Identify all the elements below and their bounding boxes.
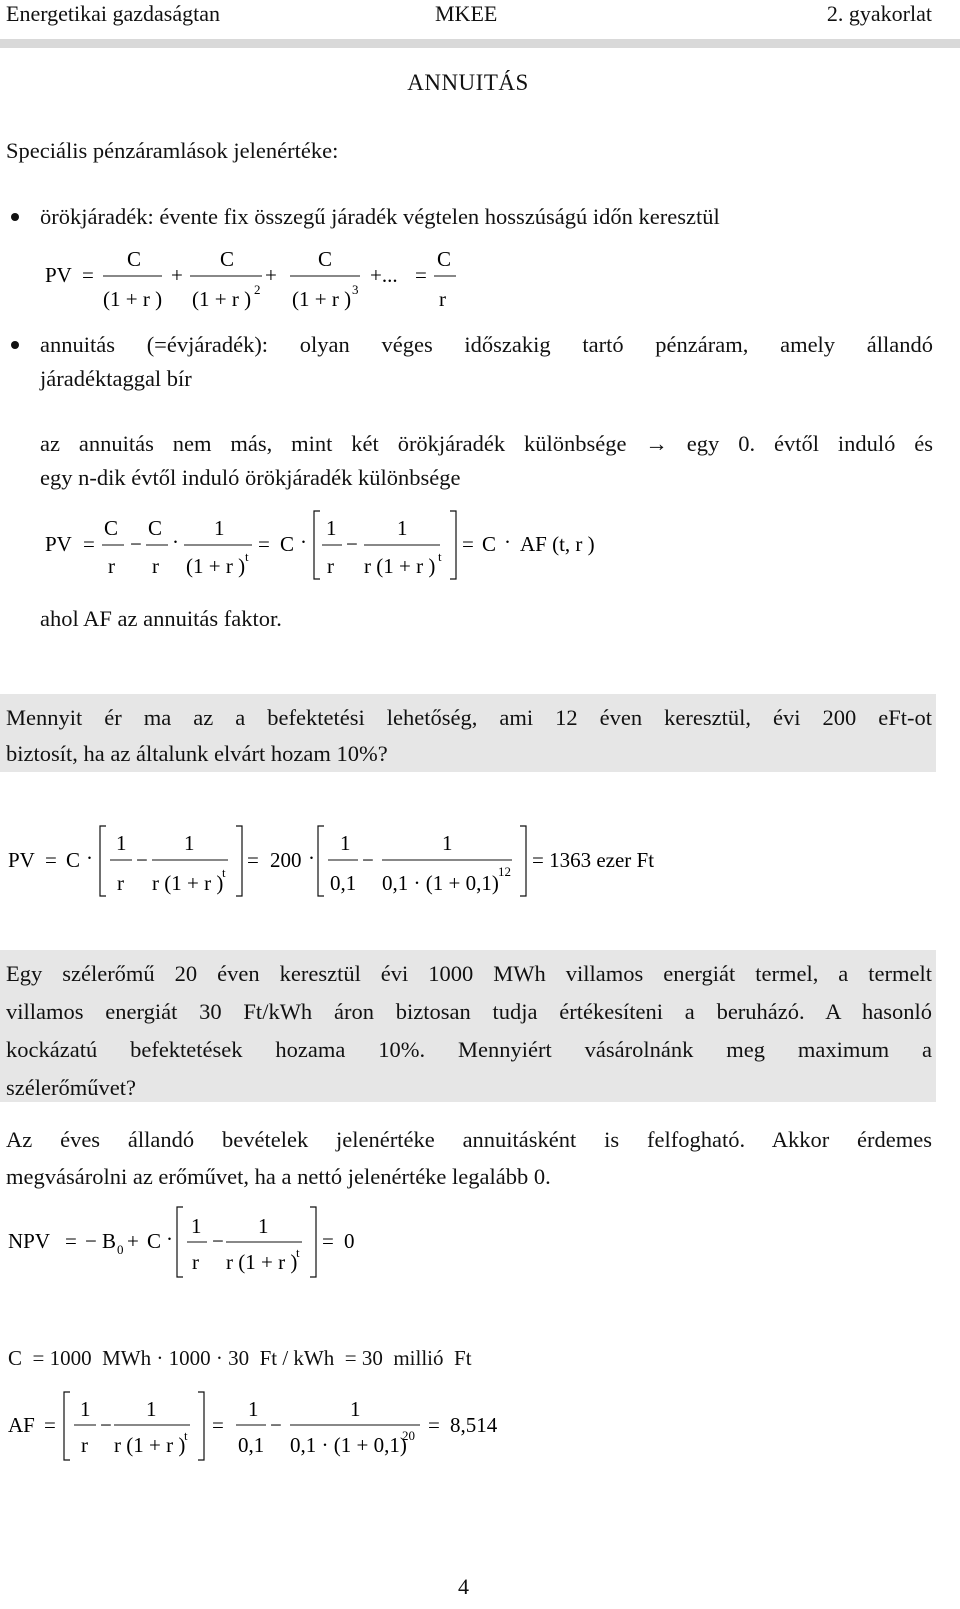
npv-equation [0, 1205, 400, 1285]
svg-text:= 1363 ezer Ft: = 1363 ezer Ft [532, 848, 655, 872]
svg-text:=: = [212, 1413, 224, 1437]
svg-text:=: = [65, 1229, 77, 1253]
bullet-perpetuity: örökjáradék: évente fix összegű járadék végtelen hosszúságú időn keresztül [40, 204, 720, 229]
page-number: 4 [458, 1574, 469, 1599]
svg-text:0,1 · (1 + 0,1): 0,1 · (1 + 0,1) [290, 1433, 407, 1457]
header-right: 2. gyakorlat [826, 1, 932, 26]
svg-text:B: B [102, 1229, 117, 1253]
svg-text:2: 2 [254, 282, 261, 297]
svg-text:1: 1 [326, 516, 337, 540]
bullet-dot [11, 213, 19, 221]
svg-text:C: C [280, 532, 295, 556]
svg-text:0,1: 0,1 [330, 871, 357, 895]
svg-text:t: t [222, 865, 226, 880]
svg-text:1: 1 [116, 831, 127, 855]
svg-text:r: r [192, 1250, 199, 1274]
header-left: Energetikai gazdaságtan [6, 1, 220, 26]
svg-text:0,1: 0,1 [238, 1433, 265, 1457]
section-title: ANNUITÁS [407, 70, 529, 95]
svg-text:r: r [117, 871, 124, 895]
difference-line2: egy n-dik évtől induló örökjáradék különbsége [40, 465, 461, 490]
svg-text:C: C [104, 516, 119, 540]
svg-text:1: 1 [397, 516, 408, 540]
svg-text:(1 + r ): (1 + r ) [186, 554, 246, 578]
svg-text:AF: AF [8, 1413, 35, 1437]
svg-text:1: 1 [146, 1397, 157, 1421]
question2-line1: Egy szélerőmű 20 éven keresztül évi 1000 MWh villamos energiát termel, a termelt [6, 961, 932, 986]
question2-line4: szélerőművet? [6, 1075, 136, 1100]
svg-text:·: · [300, 530, 307, 554]
svg-text:+...: +... [370, 263, 398, 287]
bullet-annuity-line2: járadéktaggal bír [40, 366, 192, 391]
svg-text:C: C [220, 247, 235, 271]
svg-text:1: 1 [191, 1214, 202, 1238]
svg-text:−: − [362, 848, 374, 872]
c-calculation: C = 1000 MWh · 1000 · 30 Ft / kWh = 30 millió Ft [8, 1346, 472, 1370]
svg-text:1: 1 [80, 1397, 91, 1421]
svg-text:(1 + r ): (1 + r ) [103, 287, 163, 311]
svg-text:·: · [308, 846, 315, 870]
intro-text: Speciális pénzáramlások jelenértéke: [6, 138, 339, 163]
svg-text:C: C [66, 848, 81, 872]
svg-text:·: · [504, 530, 511, 554]
svg-text:NPV: NPV [8, 1229, 51, 1253]
svg-text:+: + [127, 1229, 139, 1253]
svg-text:20: 20 [402, 1428, 415, 1443]
svg-text:=: = [428, 1413, 440, 1437]
svg-text:200: 200 [270, 848, 302, 872]
af-definition: ahol AF az annuitás faktor. [40, 606, 282, 631]
answer2-line1: Az éves állandó bevételek jelenértéke annuitásként is felfogható. Akkor érdemes [6, 1127, 932, 1152]
svg-text:3: 3 [352, 282, 359, 297]
svg-text:−: − [100, 1413, 112, 1437]
svg-text:r (1 + r ): r (1 + r ) [226, 1250, 298, 1274]
svg-text:1: 1 [248, 1397, 259, 1421]
question1-line1: Mennyit ér ma az a befektetési lehetőség, ami 12 éven keresztül, évi 200 eFt-ot [6, 705, 932, 730]
answer2-line2: megvásárolni az erőművet, ha a nettó jelenértéke legalább 0. [6, 1164, 551, 1189]
question1-line2: biztosít, ha az általunk elvárt hozam 10%? [6, 741, 388, 766]
svg-text:=: = [247, 848, 259, 872]
svg-text:1: 1 [340, 831, 351, 855]
annuity-equation [0, 505, 640, 585]
svg-text:r (1 + r ): r (1 + r ) [152, 871, 224, 895]
svg-text:AF (t, r ): AF (t, r ) [520, 532, 595, 556]
svg-text:C: C [148, 516, 163, 540]
header-rule [0, 39, 960, 48]
svg-text:·: · [86, 846, 93, 870]
svg-text:1: 1 [442, 831, 453, 855]
svg-text:r (1 + r ): r (1 + r ) [114, 1433, 186, 1457]
svg-text:+: + [171, 263, 183, 287]
svg-text:0,1 · (1 + 0,1): 0,1 · (1 + 0,1) [382, 871, 499, 895]
svg-text:PV: PV [45, 263, 72, 287]
svg-text:=: = [322, 1229, 334, 1253]
svg-text:−: − [212, 1229, 224, 1253]
svg-text:0: 0 [344, 1229, 355, 1253]
svg-text:r: r [81, 1433, 88, 1457]
svg-text:−: − [270, 1413, 282, 1437]
svg-text:−: − [346, 532, 358, 556]
example1-equation [0, 820, 700, 900]
svg-text:PV: PV [8, 848, 35, 872]
svg-text:t: t [184, 1428, 188, 1443]
svg-text:12: 12 [498, 864, 511, 879]
svg-text:=: = [258, 532, 270, 556]
svg-text:r (1 + r ): r (1 + r ) [364, 554, 436, 578]
svg-text:C: C [318, 247, 333, 271]
af-calculation [0, 1388, 560, 1468]
svg-text:t: t [438, 549, 442, 564]
svg-text:=: = [44, 1413, 56, 1437]
header-center: MKEE [435, 1, 498, 26]
svg-text:(1 + r ): (1 + r ) [292, 287, 352, 311]
svg-text:·: · [166, 1227, 173, 1251]
svg-text:r: r [108, 554, 115, 578]
svg-text:1: 1 [214, 516, 225, 540]
svg-text:C: C [147, 1229, 162, 1253]
svg-text:1: 1 [258, 1214, 269, 1238]
svg-text:=: = [45, 848, 57, 872]
svg-text:+: + [265, 263, 277, 287]
svg-text:C: C [127, 247, 142, 271]
svg-text:=: = [415, 263, 427, 287]
svg-text:8,514: 8,514 [450, 1413, 498, 1437]
svg-text:=: = [83, 532, 95, 556]
question2-line2: villamos energiát 30 Ft/kWh áron biztosan tudja értékesíteni a beruházó. A hasonló [6, 999, 932, 1024]
svg-text:·: · [172, 530, 179, 554]
svg-text:PV: PV [45, 532, 72, 556]
svg-text:=: = [82, 263, 94, 287]
svg-text:0: 0 [117, 1242, 124, 1257]
svg-text:1: 1 [184, 831, 195, 855]
bullet-dot [11, 341, 19, 349]
svg-text:r: r [152, 554, 159, 578]
svg-text:1: 1 [350, 1397, 361, 1421]
difference-line1: az annuitás nem más, mint két örökjáradék különbsége → egy 0. évtől induló és [40, 431, 933, 456]
svg-text:−: − [85, 1229, 97, 1253]
question2-line3: kockázatú befektetések hozama 10%. Mennyiért vásárolnánk meg maximum a [6, 1037, 932, 1062]
svg-text:C: C [437, 247, 452, 271]
bullet-annuity-line1: annuitás (=évjáradék): olyan véges időszakig tartó pénzáram, amely állandó [40, 332, 933, 357]
svg-text:(1 + r ): (1 + r ) [192, 287, 252, 311]
svg-text:r: r [327, 554, 334, 578]
svg-text:−: − [136, 848, 148, 872]
svg-text:C: C [482, 532, 497, 556]
svg-text:t: t [245, 549, 249, 564]
svg-text:r: r [439, 287, 446, 311]
svg-text:=: = [462, 532, 474, 556]
svg-text:−: − [130, 532, 142, 556]
perpetuity-equation [0, 240, 480, 320]
svg-text:t: t [296, 1245, 300, 1260]
